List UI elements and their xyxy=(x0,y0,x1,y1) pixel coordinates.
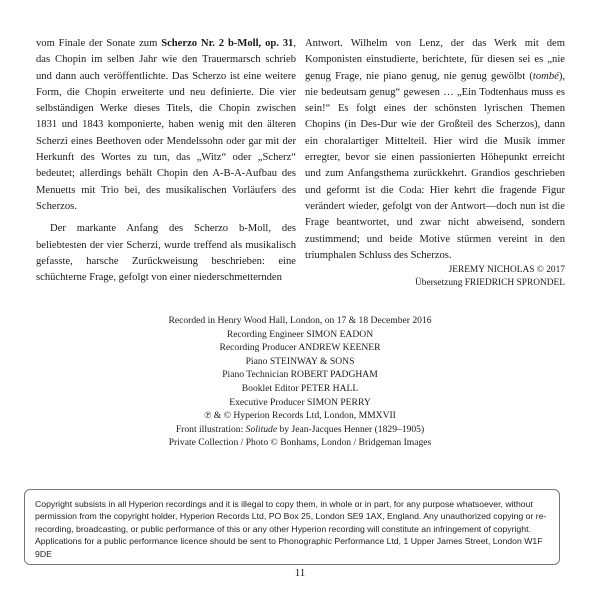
copyright-line: ℗ & © Hyperion Records Ltd, London, MMXVII xyxy=(204,410,396,422)
page-number: 11 xyxy=(294,567,306,579)
recorded-line: Recorded in Henry Wood Hall, London, on 17 & 18 December 2016 xyxy=(168,315,432,326)
front-illustration-line xyxy=(100,423,500,437)
recording-credits xyxy=(100,314,500,450)
text-segment: ), nie bedeutsam genug“ gewesen … „Ein Todtenhaus muss es sein!“ Es folgt eines der schönsten lyrischen Themen Chopins (in Des-Dur wie der Großteil des Scherzos), dann ein choralartiger Mittelteil. Hier wird die Musik immer erregter, bevor sie einen passionierten Höhepunkt erreicht und zum Anfangsthema zurückkehrt. Grandios geschrieben und geformt ist die Coda: Hier kehrt die fragende Figur verändert wieder, gefolgt von der Antwort—doch nun ist die Frage beantwortet, und zwar nicht abweisend, sondern zustimmend; und beide Motive stürmen vereint in den triumphalen Schluss des Scherzos. xyxy=(305,70,565,261)
exec-producer-line: Executive Producer SIMON PERRY xyxy=(229,396,371,408)
text-segment: Front illustration: xyxy=(175,423,246,435)
text-segment: vom Finale der Sonate zum xyxy=(36,38,162,49)
paragraph-scherzo-opening: Der markante Anfang des Scherzo b-Moll, des beliebtesten der vier Scherzi, wurde treffend als musikalisch gefasste, harsche Zurückweisung beschrieben: eine schüchterne Frage, gefolgt von einer niederschmetternden xyxy=(36,223,296,284)
text-segment: by Jean-Jacques Henner (1829–1905) xyxy=(277,423,425,435)
copyright-notice-box: Copyright subsists in all Hyperion recordings and it is illegal to copy them, in whole or in part, for any purpose whatsoever, without permission from the copyright holder, Hyperion Records Ltd, PO Box 25, London SE9 1AX, England. Any unauthorized copying or re-recording, broadcasting, or public performance of this or any other Hyperion recording will constitute an infringement of copyright. Applications for a public performance licence should be sent to Phonographic Performance Ltd, 1 Upper James Street, London W1F 9DE xyxy=(24,489,560,565)
photo-credit-line: Private Collection / Photo © Bonhams, London / Bridgeman Images xyxy=(168,437,432,449)
producer-line: Recording Producer ANDREW KEENER xyxy=(219,342,381,354)
text-segment: , das Chopin im selben Jahr wie den Trauermarsch schrieb und dann auch veröffentlichte. Das Scherzo ist eine weitere Form, die Chopin erweiterte und neu definierte. Die vier selbständigen Werke dieses Titels, die Chopin zwischen 1831 und 1843 komponierte, haben wenig mit den älteren Scherzi eines Beethoven oder Mendelssohn oder gar mit der Herkunft des Wortes zu tun, das „Witz“ oder „Scherz“ bedeutet; allerdings behält Chopin den A-B-A-Aufbau des Menuetts mit Trio bei, des musikalischen Vorläufers des Scherzos. xyxy=(36,38,297,212)
italic-term: tombé xyxy=(532,70,559,82)
editor-line: Booklet Editor PETER HALL xyxy=(241,382,359,394)
work-title-bold: Scherzo Nr. 2 b-Moll, op. 31 xyxy=(161,38,294,49)
text-segment: Antwort. Wilhelm von Lenz, der das Werk mit dem Komponisten einstudierte, berichtete, für diesen sei es „nie genug Frage, nie piano genug, nie genug gewölbt ( xyxy=(305,38,565,82)
piano-line: Piano STEINWAY & SONS xyxy=(245,355,355,367)
engineer-line: Recording Engineer SIMON EADON xyxy=(226,328,374,340)
paragraph-scherzo-intro xyxy=(36,36,296,215)
right-text-column xyxy=(305,36,565,264)
technician-line: Piano Technician ROBERT PADGHAM xyxy=(222,369,378,381)
author-credit: JEREMY NICHOLAS © 2017 xyxy=(448,265,565,275)
left-text-column xyxy=(36,36,296,286)
paragraph-lenz xyxy=(305,36,565,264)
artwork-title: Solitude xyxy=(245,423,278,435)
translator-credit: Übersetzung FRIEDRICH SPRONDEL xyxy=(415,278,565,288)
